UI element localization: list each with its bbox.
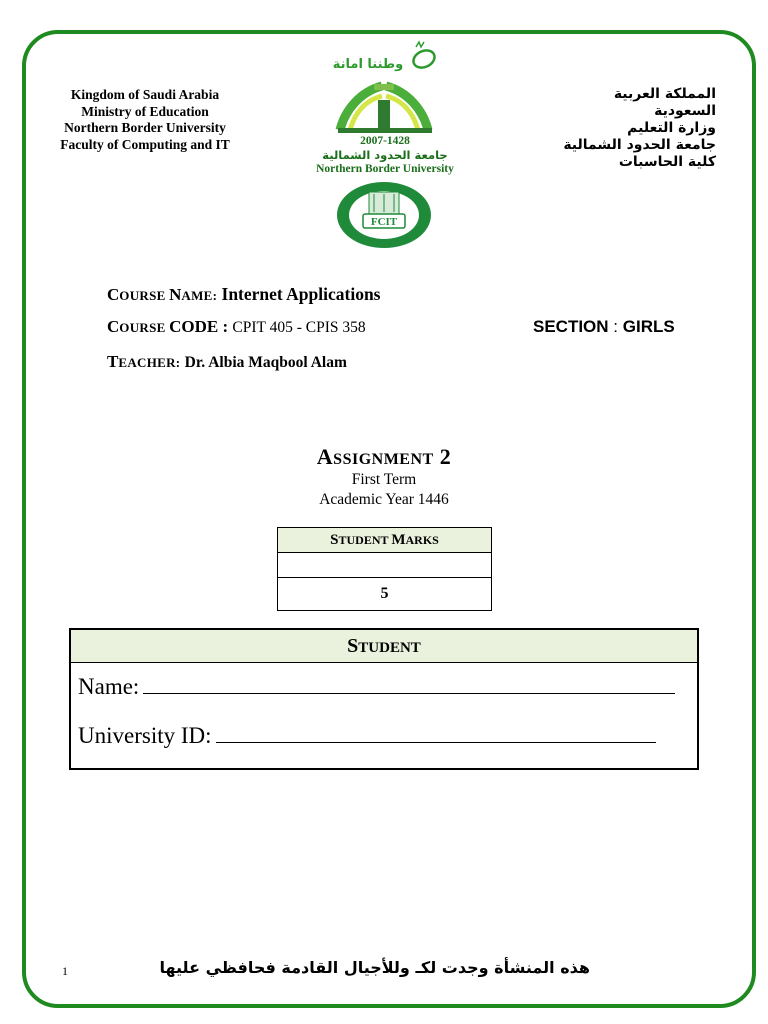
student-marks-table xyxy=(277,527,492,611)
footer-arabic-motto: هذه المنشأة وجدت لكـ وللأجيال القادمة فحافظي عليها xyxy=(159,958,590,977)
course-code-value: CPIT 405 - CPIS 358 xyxy=(232,319,366,336)
marks-header-arks: ARKS xyxy=(405,532,439,547)
student-header-s: S xyxy=(347,635,359,657)
page-border-frame xyxy=(22,30,756,1008)
assignment-term: First Term xyxy=(351,471,417,488)
header-arabic-line-5: كلية الحاسبات xyxy=(618,154,716,170)
logo-arabic-name: جامعة الحدود الشمالية xyxy=(322,148,448,162)
svg-text:FCIT: FCIT xyxy=(370,216,398,228)
course-name-line xyxy=(107,284,381,305)
student-name-label: Name: xyxy=(78,674,140,699)
marks-header-tudent: TUDENT xyxy=(338,532,392,547)
university-id-label: University ID: xyxy=(78,723,212,748)
page-number: 1 xyxy=(62,964,68,978)
university-logo xyxy=(320,40,450,135)
course-name-label-ame: AME: xyxy=(181,288,218,303)
header-arabic-line-4: جامعة الحدود الشمالية xyxy=(563,137,716,153)
course-name-label-n: N xyxy=(169,285,182,304)
student-header-rest: TUDENT xyxy=(358,640,421,656)
marks-header-s: S xyxy=(330,531,339,548)
section-colon: : xyxy=(613,317,619,336)
header-arabic-block xyxy=(516,86,716,170)
assignment-number: 2 xyxy=(439,444,452,469)
course-name-value: Internet Applications xyxy=(221,284,381,304)
header-english-line-1: Kingdom of Saudi Arabia xyxy=(70,87,220,102)
academic-year: Academic Year 1446 xyxy=(319,491,449,508)
teacher-line xyxy=(107,352,347,372)
course-code-label-ourse: OURSE xyxy=(119,320,170,335)
marks-total-cell: 5 xyxy=(278,578,492,611)
course-name-label-c: C xyxy=(107,285,120,304)
header-english-line-4: Faculty of Computing and IT xyxy=(60,136,230,152)
student-name-field[interactable] xyxy=(78,674,675,700)
university-id-field[interactable] xyxy=(78,723,656,749)
header-english-block xyxy=(40,87,250,153)
header-arabic-line-2: السعودية xyxy=(654,103,716,119)
header-arabic-line-1: المملكة العربية xyxy=(613,86,716,102)
teacher-label-t: T xyxy=(107,352,119,371)
course-code-label-c: C xyxy=(107,317,120,336)
section-line xyxy=(533,317,675,337)
marks-obtained-cell[interactable] xyxy=(278,553,492,578)
header-arabic-line-3: وزارة التعليم xyxy=(627,120,716,136)
course-code-label-code: CODE : xyxy=(169,317,229,336)
assignment-title-rest: SSIGNMENT xyxy=(333,451,434,468)
university-logo-caption xyxy=(290,134,480,176)
svg-text:وطننا امانة: وطننا امانة xyxy=(332,57,404,72)
logo-english-name: Northern Border University xyxy=(316,163,454,175)
section-value: GIRLS xyxy=(622,317,675,336)
section-label: SECTION xyxy=(533,317,609,336)
logo-year: 2007-1428 xyxy=(360,135,410,147)
university-id-underline[interactable] xyxy=(216,742,656,743)
fcit-logo xyxy=(335,180,433,250)
header-english-line-2: Ministry of Education xyxy=(81,103,209,119)
header-english-line-3: Northern Border University xyxy=(64,120,226,135)
course-code-line xyxy=(107,317,366,337)
assignment-title-a: A xyxy=(316,444,334,469)
student-name-underline[interactable] xyxy=(143,693,675,694)
teacher-value: Dr. Albia Maqbool Alam xyxy=(184,354,347,371)
student-box-header xyxy=(71,630,697,663)
assignment-title xyxy=(0,444,768,470)
student-info-box xyxy=(69,628,699,770)
teacher-label-rest: EACHER: xyxy=(118,355,181,370)
student-marks-header xyxy=(278,528,492,553)
marks-header-m: M xyxy=(391,531,406,548)
course-name-label-ourse: OURSE xyxy=(119,288,170,303)
